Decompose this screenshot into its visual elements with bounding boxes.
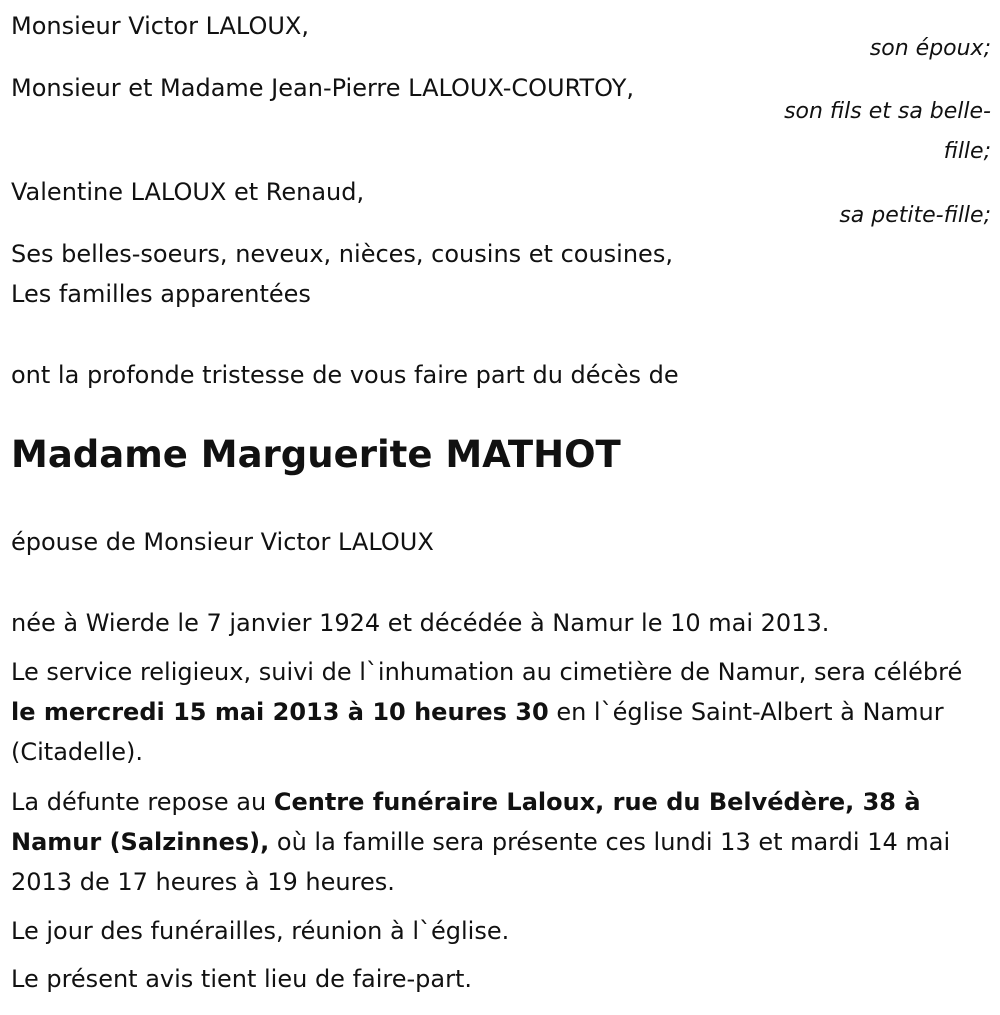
birth-death-line: née à Wierde le 7 janvier 1924 et décédée à Namur le 10 mai 2013.	[11, 609, 830, 637]
rest-text-start: La défunte repose au	[11, 788, 274, 816]
family-member-spouse: Monsieur Victor LALOUX,	[11, 12, 309, 40]
relation-spouse: son époux;	[869, 36, 991, 61]
family-member-granddaughter: Valentine LALOUX et Renaud,	[11, 178, 365, 206]
announcement-text: ont la profonde tristesse de vous faire part du décès de	[11, 361, 679, 389]
rest-text-end: où la famille sera présente ces lundi 13 et mardi 14 mai 2013 de 17 heures à 19 heures.	[11, 828, 951, 896]
funeral-home-address: Centre funéraire Laloux, rue du Belvédère, 38 à Namur (Salzinnes),	[11, 788, 921, 856]
deceased-name: Madame Marguerite MATHOT	[11, 433, 621, 476]
rest-paragraph	[11, 782, 986, 902]
notice-line: Le présent avis tient lieu de faire-part.	[11, 965, 473, 993]
family-member-son: Monsieur et Madame Jean-Pierre LALOUX-COURTOY,	[11, 74, 635, 102]
service-text-start: Le service religieux, suivi de l`inhumation au cimetière de Namur, sera célébré	[11, 658, 963, 686]
service-date: le mercredi 15 mai 2013 à 10 heures 30	[11, 698, 549, 726]
relation-son-line-2: fille;	[943, 139, 991, 164]
relation-son-line-1: son fils et sa belle-	[784, 99, 991, 124]
service-paragraph	[11, 652, 986, 772]
related-families: Les familles apparentées	[11, 280, 311, 308]
service-text-end: en l`église Saint-Albert à Namur (Citadelle).	[11, 698, 944, 766]
relation-granddaughter: sa petite-fille;	[839, 203, 991, 228]
other-relatives: Ses belles-soeurs, neveux, nièces, cousins et cousines,	[11, 240, 673, 268]
spouse-line: épouse de Monsieur Victor LALOUX	[11, 528, 434, 556]
meeting-line: Le jour des funérailles, réunion à l`église.	[11, 917, 510, 945]
